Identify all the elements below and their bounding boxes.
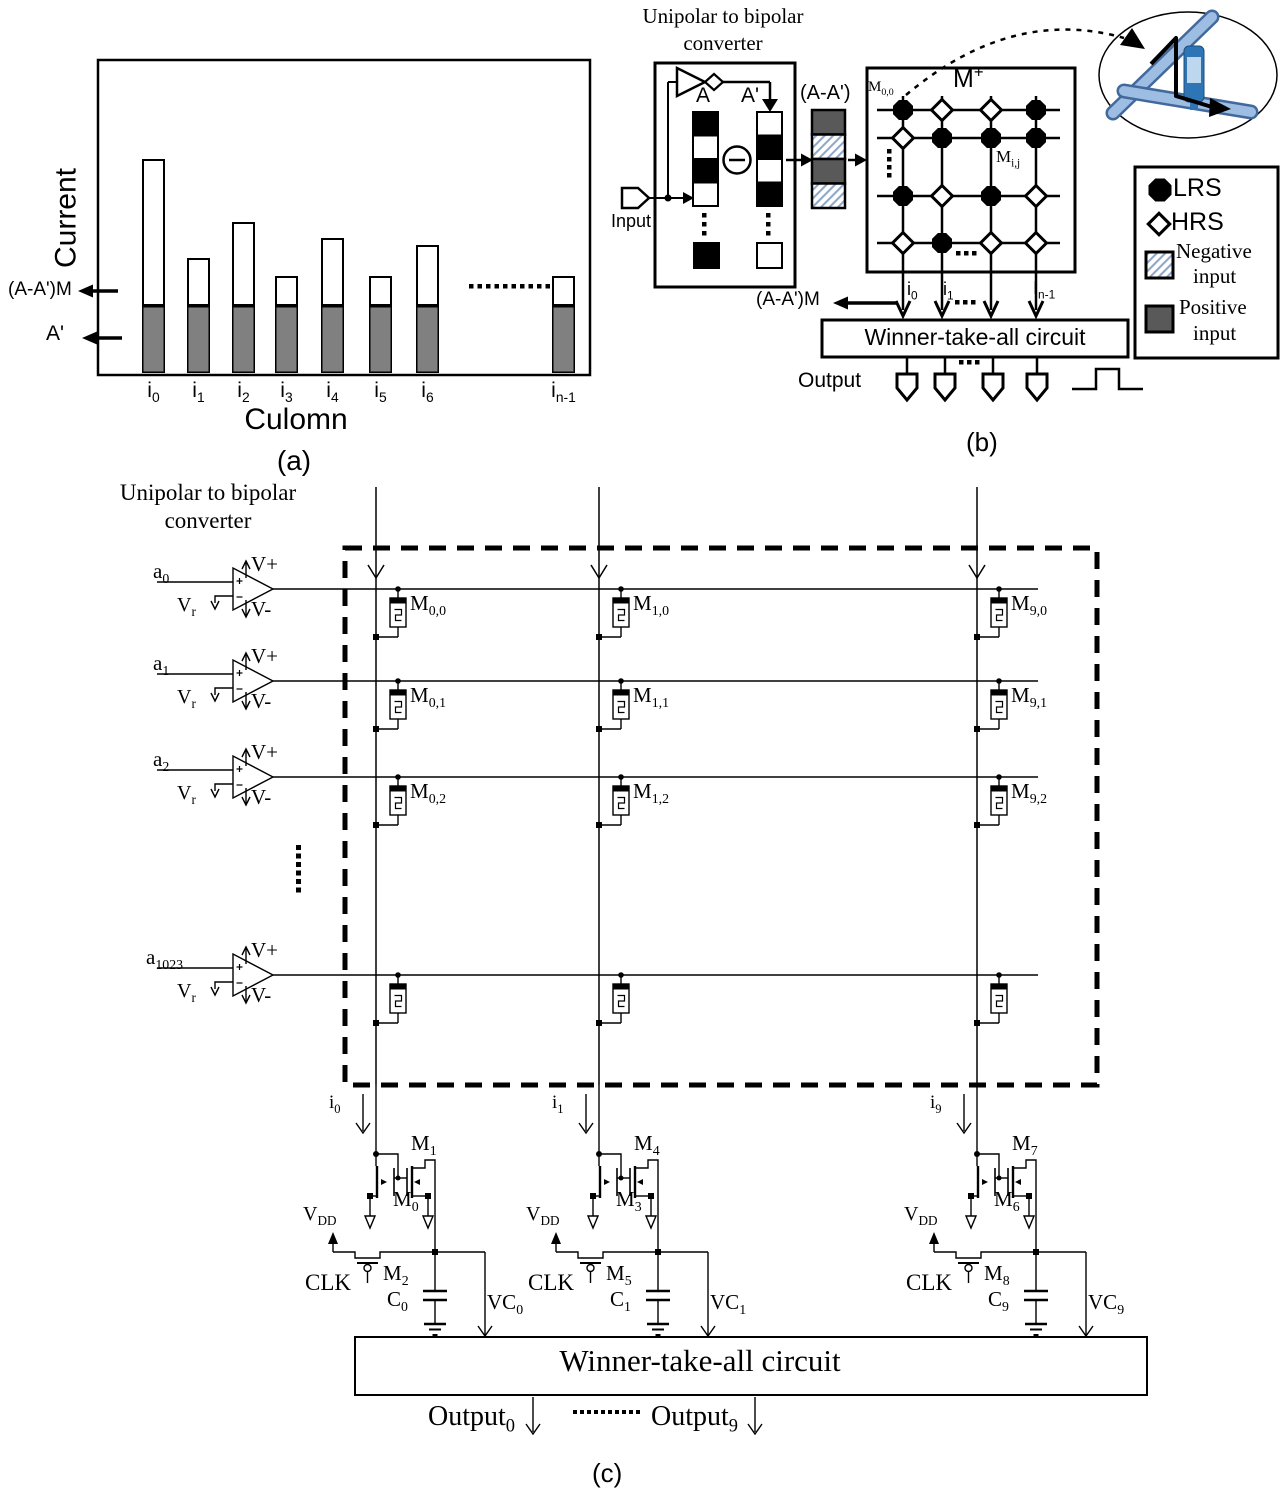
converter-title-line1: Unipolar to bipolar	[642, 4, 804, 28]
bar-label-6: $i_6$	[421, 379, 434, 406]
c-title-line2: converter	[164, 508, 252, 533]
legend-lrs-label: LRS	[1173, 174, 1222, 202]
lower-annotation-arrow	[82, 332, 122, 345]
b-current-label-0: $i_0$	[907, 279, 918, 303]
b-current-label-1: $i_1$	[943, 279, 954, 303]
caption-b: (b)	[966, 427, 998, 457]
bar-label-2: $i_2$	[237, 379, 250, 406]
hrs-marker-icon	[1148, 213, 1169, 234]
bar-series	[143, 160, 574, 372]
legend-hrs-label: HRS	[1171, 208, 1224, 236]
output-pins	[897, 357, 1047, 400]
branch-mirror-in-label-0: $M_0$	[393, 1187, 419, 1215]
converter-cells	[693, 110, 845, 268]
crossbar-title: M+	[953, 63, 984, 93]
branch-cap-label-0: $C_0$	[387, 1287, 408, 1315]
vref-label-0: $V_r$	[177, 594, 196, 619]
opamp-input-label-2: $a_2$	[153, 747, 170, 775]
b-current-label-n1: $I_{n-1}$	[1033, 278, 1056, 302]
c-output-label-0: Output$_0$	[428, 1401, 516, 1436]
column-a-prime-label: A'	[741, 84, 760, 107]
branch-mirror-out-label-0: $M_1$	[411, 1131, 437, 1159]
crossbar-column-arrows	[896, 272, 1043, 316]
branch-current-label-0: $i_0$	[329, 1092, 341, 1116]
converter-title-line2: converter	[683, 31, 763, 55]
vplus-label-2: V+	[251, 740, 279, 764]
memristor-device-inset	[1099, 12, 1277, 138]
branch-cap-label-2: $C_9$	[988, 1287, 1009, 1315]
branch-mirror-in-label-2: $M_6$	[994, 1187, 1020, 1215]
legend-negative-label: Negative	[1176, 239, 1252, 263]
vref-label-2: $V_r$	[177, 782, 196, 807]
legend-positive-label2: input	[1193, 321, 1237, 345]
column-lines	[368, 487, 985, 1085]
positive-input-swatch	[1146, 306, 1173, 332]
branch-vdd-label-1: $V_{DD}$	[526, 1203, 560, 1228]
memristor-label-2-2: $M_{9,2}$	[1011, 779, 1048, 807]
memristor-label-2-0: $M_{9,0}$	[1011, 591, 1048, 619]
y-axis-label: Current	[49, 167, 83, 269]
bar-label-5: $i_5$	[374, 379, 387, 406]
vplus-label-3: V+	[251, 938, 279, 962]
branch-clk-label-0: CLK	[305, 1270, 351, 1295]
negative-input-swatch	[1146, 252, 1173, 278]
branch-vc-label-2: $VC_9$	[1088, 1290, 1125, 1318]
feedback-label: (A-A')M	[756, 289, 820, 310]
branch-vc-label-0: $VC_0$	[487, 1290, 524, 1318]
vminus-label-1: V-	[251, 689, 272, 713]
vref-label-1: $V_r$	[177, 686, 196, 711]
panel-a-chart	[78, 60, 590, 375]
wta-label-c: Winner-take-all circuit	[559, 1343, 841, 1378]
feedback-arrow	[833, 297, 898, 310]
vplus-label-1: V+	[251, 644, 279, 668]
branch-vdd-label-2: $V_{DD}$	[904, 1203, 938, 1228]
vplus-label-0: V+	[251, 552, 279, 576]
branch-mirror-in-label-1: $M_3$	[616, 1187, 642, 1215]
memristor-label-2-1: $M_{9,1}$	[1011, 683, 1048, 711]
branch-mirror-out-label-1: $M_4$	[634, 1131, 660, 1159]
difference-label: (A-A')	[800, 82, 851, 104]
branch-clk-label-1: CLK	[528, 1270, 574, 1295]
memristor-label-1-1: $M_{1,1}$	[633, 683, 670, 711]
memristor-label-0-0: $M_{0,0}$	[410, 591, 447, 619]
crossbar-nodes	[893, 100, 1047, 254]
c-title-line1: Unipolar to bipolar	[119, 480, 297, 505]
vminus-label-0: V-	[251, 597, 272, 621]
upper-annotation-label: (A-A')M	[8, 279, 72, 300]
c-output-label-9: Output$_9$	[651, 1401, 739, 1436]
crossbar-array-dashed-box	[345, 548, 1097, 1085]
bar-label-3: $i_3$	[280, 379, 293, 406]
branch-switch-label-1: $M_5$	[606, 1261, 632, 1289]
bar-label-7: $i_{n-1}$	[551, 379, 576, 406]
bar-label-1: $i_1$	[192, 379, 205, 406]
opamp-input-label-0: $a_0$	[153, 559, 170, 587]
legend-positive-label: Positive	[1179, 295, 1247, 319]
input-label: Input	[611, 211, 652, 231]
input-pin	[622, 188, 649, 208]
crossbar-generic-cell-label: $M_{i,j}$	[996, 147, 1021, 170]
opamp-input-label-1: $a_1$	[153, 651, 170, 679]
vref-label-3: $V_r$	[177, 980, 196, 1005]
opamp-input-label-3: $a_{1023}$	[146, 945, 184, 973]
output-arrow-0	[526, 1397, 540, 1434]
wta-label-b: Winner-take-all circuit	[864, 324, 1086, 350]
branch-mirror-out-label-2: $M_7$	[1012, 1131, 1038, 1159]
column-a-label: A	[696, 84, 711, 107]
x-axis-label: Culomn	[244, 403, 348, 436]
branch-vc-label-1: $VC_1$	[710, 1290, 747, 1318]
inset-pointer-arrow	[906, 30, 1124, 95]
crossbar-first-cell-label: $M_{0,0}$	[868, 79, 894, 98]
branch-vdd-label-0: $V_{DD}$	[303, 1203, 337, 1228]
branch-current-label-1: $i_1$	[552, 1092, 564, 1116]
branch-clk-label-2: CLK	[906, 1270, 952, 1295]
pulse-icon	[1072, 369, 1143, 389]
lrs-marker-icon	[1149, 179, 1172, 202]
legend-negative-label2: input	[1193, 264, 1237, 288]
memristor-label-0-2: $M_{0,2}$	[410, 779, 447, 807]
vminus-label-3: V-	[251, 983, 272, 1007]
memristor-label-0-1: $M_{0,1}$	[410, 683, 447, 711]
output-label-b: Output	[798, 369, 862, 392]
caption-c: (c)	[592, 1458, 623, 1488]
opamp-rows	[157, 561, 1038, 1003]
memristor-label-1-2: $M_{1,2}$	[633, 779, 670, 807]
vminus-label-2: V-	[251, 785, 272, 809]
bar-label-4: $i_4$	[326, 379, 339, 406]
memristor-grid	[373, 586, 1007, 1026]
caption-a: (a)	[276, 445, 312, 476]
output-arrow-9	[748, 1397, 762, 1434]
memristor-label-1-0: $M_{1,0}$	[633, 591, 670, 619]
lower-annotation-label: A'	[46, 322, 65, 345]
branch-switch-label-2: $M_8$	[984, 1261, 1010, 1289]
bar-label-0: $i_0$	[147, 379, 160, 406]
branch-switch-label-0: $M_2$	[383, 1261, 409, 1289]
branch-current-label-2: $i_9$	[930, 1092, 942, 1116]
branch-cap-label-1: $C_1$	[610, 1287, 631, 1315]
